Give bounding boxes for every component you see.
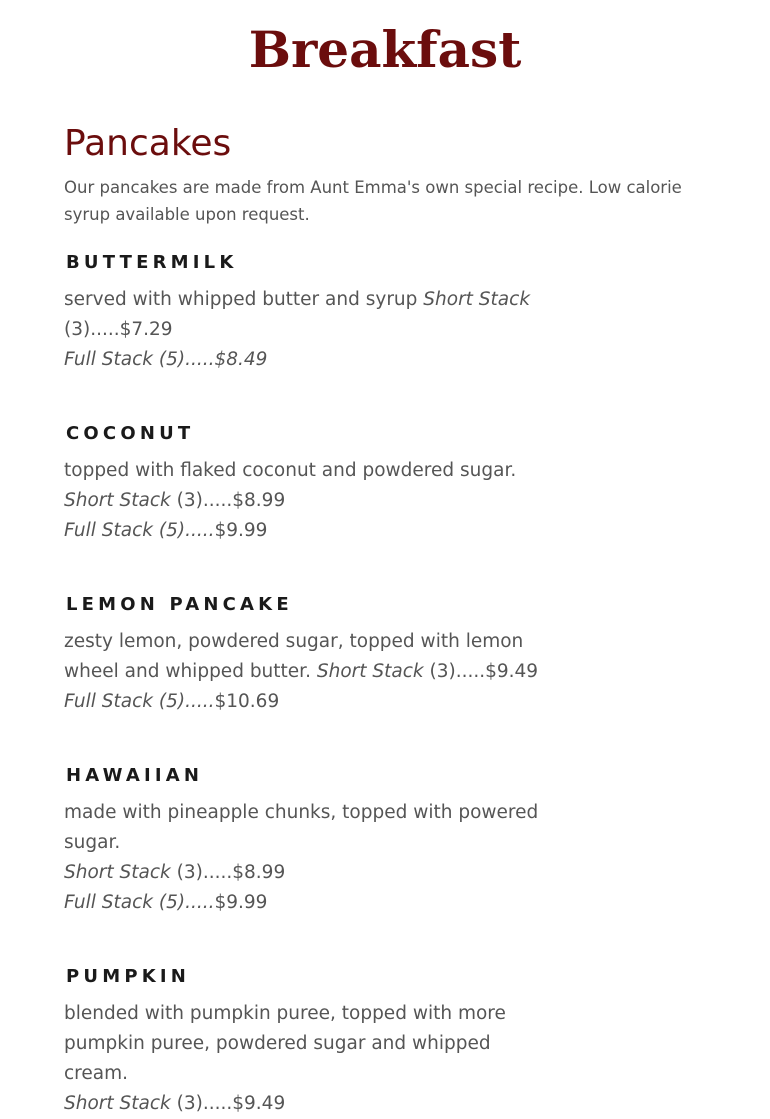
item-name: PUMPKIN [66,966,191,987]
item-description [64,798,544,918]
short-stack-label: Short Stack [316,661,424,682]
item-name: HAWAIIAN [66,765,204,786]
item-desc-text: zesty lemon, powdered sugar, topped with lemon wheel and whipped butter. [64,631,524,682]
item-desc-text: blended with pumpkin puree, topped with more pumpkin puree, powdered sugar and whipped cream. [64,1003,506,1084]
item-name: BUTTERMILK [66,252,238,273]
full-stack-price: $9.99 [214,520,268,541]
short-stack-price: (3).....$9.49 [176,1093,286,1114]
full-stack-label: Full Stack (5)..... [64,892,215,913]
section-intro: Our pancakes are made from Aunt Emma's own special recipe. Low calorie syrup available upon request. [64,178,682,224]
menu-item-lemon-pancake [64,593,544,717]
menu-item-coconut [64,422,544,546]
menu-item-hawaiian [64,764,544,918]
full-stack-price: $10.69 [214,691,280,712]
section-title: Pancakes [64,123,232,164]
short-stack-label: Short Stack [64,1093,171,1114]
item-name: LEMON PANCAKE [66,594,293,615]
short-stack-price: (3).....$9.49 [429,661,539,682]
menu-item-buttermilk [64,251,544,375]
short-stack-price: (3).....$8.99 [176,862,286,883]
short-stack-price: (3).....$8.99 [176,490,286,511]
item-desc-text: topped with flaked coconut and powdered sugar. [64,460,517,481]
short-stack-label: Short Stack [423,289,531,310]
full-stack-label: Full Stack (5)..... [64,691,215,712]
item-description [64,285,544,375]
menu-item-pumpkin [64,965,544,1119]
pancakes-section [64,120,704,228]
item-description [64,627,544,717]
short-stack-label: Short Stack [64,490,171,511]
item-desc-text: made with pineapple chunks, topped with powered sugar. [64,802,539,853]
item-description [64,999,544,1119]
item-name: COCONUT [66,423,195,444]
page-title: Breakfast [248,20,522,79]
full-stack-label: Full Stack (5)..... [64,520,215,541]
short-stack-label: Short Stack [64,862,171,883]
item-desc-text: served with whipped butter and syrup [64,289,418,310]
short-stack-price: (3).....$7.29 [64,319,173,340]
item-description [64,456,544,546]
full-stack-label: Full Stack (5).....$8.49 [64,349,268,370]
full-stack-price: $9.99 [214,892,268,913]
